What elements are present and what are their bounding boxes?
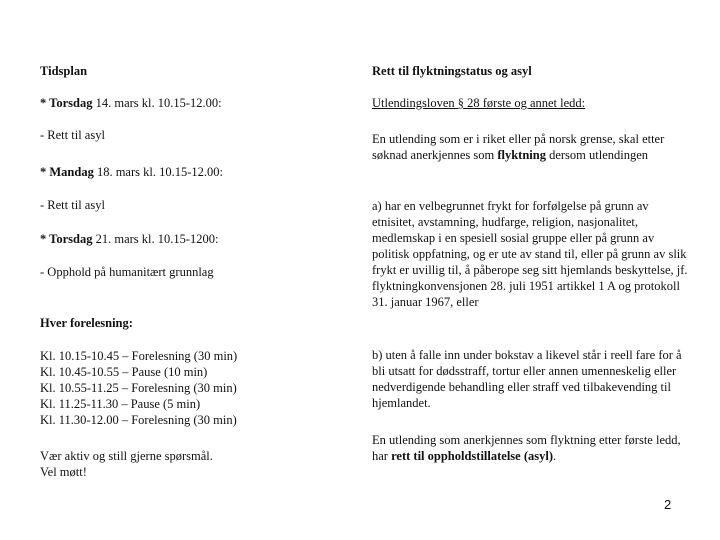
session-1-date: * Torsdag 14. mars kl. 10.15-12.00: xyxy=(40,96,222,110)
lecture-schedule xyxy=(40,348,340,428)
asylum-heading: Rett til flyktningstatus og asyl xyxy=(372,64,532,78)
closing-text: Vær aktiv og still gjerne spørsmål. Vel møtt! xyxy=(40,449,213,479)
schedule-line: Kl. 10.15-10.45 – Forelesning (30 min) xyxy=(40,349,238,363)
session-2-date: * Mandag 18. mars kl. 10.15-12.00: xyxy=(40,165,223,179)
page-number: 2 xyxy=(664,497,672,512)
schedule-line: Kl. 10.45-10.55 – Pause (10 min) xyxy=(40,365,208,379)
session-1-topic: - Rett til asyl xyxy=(40,128,105,142)
schedule-heading: Tidsplan xyxy=(40,64,88,78)
lecture-heading: Hver forelesning: xyxy=(40,316,133,330)
schedule-line: Kl. 11.30-12.00 – Forelesning (30 min) xyxy=(40,413,237,427)
schedule-line: Kl. 11.25-11.30 – Pause (5 min) xyxy=(40,397,201,411)
session-3-date: * Torsdag 21. mars kl. 10.15-1200: xyxy=(40,232,219,246)
paragraph-a: a) har en velbegrunnet frykt for forfølgelse på grunn av etnisitet, avstamning, hudfarge, religion, nasjonalitet, medlemskap i en spesiell sosial gruppe eller på grunn av politisk oppfatning, og er ute av stand til, eller på grunn av slik frykt er uvillig til, å påberope seg sitt hjemlands beskyttelse, jf. flyktningkonvensjonen 28. juli 1951 artikkel 1 A og protokoll 31. januar 1967, eller xyxy=(372,199,688,309)
session-3-topic: - Opphold på humanitært grunnlag xyxy=(40,265,214,279)
final-paragraph: En utlending som anerkjennes som flyktning etter første ledd, har rett til oppholdstillatelse (asyl). xyxy=(372,433,681,463)
intro-paragraph: En utlending som er i riket eller på norsk grense, skal etter søknad anerkjennes som flyktning dersom utlendingen xyxy=(372,132,665,162)
law-reference: Utlendingsloven § 28 første og annet ledd: xyxy=(372,96,586,110)
session-2-topic: - Rett til asyl xyxy=(40,198,105,212)
schedule-line: Kl. 10.55-11.25 – Forelesning (30 min) xyxy=(40,381,237,395)
paragraph-b: b) uten å falle inn under bokstav a likevel står i reell fare for å bli utsatt for dødsstraff, tortur eller annen umenneskelig eller nedverdigende behandling eller straff ved tilbakevending til hjemlandet. xyxy=(372,348,682,410)
